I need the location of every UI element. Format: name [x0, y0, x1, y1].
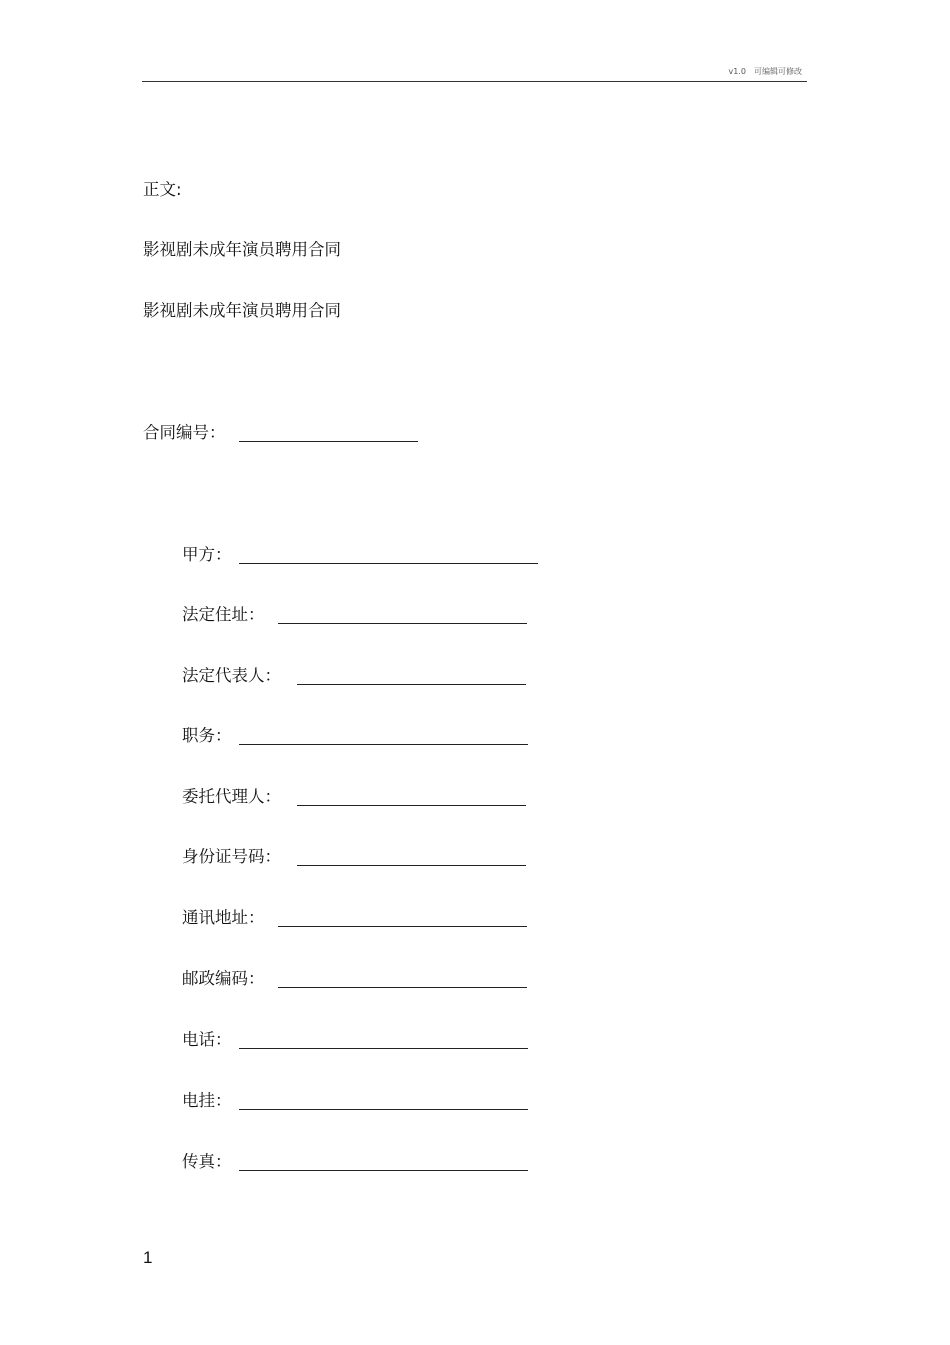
cable-blank[interactable]: [239, 1109, 528, 1110]
party-a-blank[interactable]: [239, 563, 538, 564]
document-title-repeat: 影视剧未成年演员聘用合同: [143, 301, 341, 320]
authorized-agent-label: 委托代理人：: [182, 787, 281, 806]
telephone-blank[interactable]: [239, 1048, 528, 1049]
telephone-label: 电话：: [182, 1030, 232, 1049]
id-number-blank[interactable]: [297, 865, 526, 866]
mailing-address-blank[interactable]: [278, 926, 527, 927]
contract-number-blank[interactable]: [239, 441, 418, 442]
header-version-note: v1.0 可编辑可修改: [728, 67, 802, 76]
legal-address-blank[interactable]: [278, 623, 527, 624]
position-blank[interactable]: [239, 744, 528, 745]
postal-code-blank[interactable]: [278, 987, 527, 988]
cable-label: 电挂：: [182, 1091, 232, 1110]
legal-address-label: 法定住址：: [182, 605, 265, 624]
postal-code-label: 邮政编码：: [182, 969, 265, 988]
header-rule: [142, 81, 807, 82]
fax-label: 传真：: [182, 1152, 232, 1171]
party-a-label: 甲方：: [182, 545, 232, 564]
fax-blank[interactable]: [239, 1170, 528, 1171]
id-number-label: 身份证号码：: [182, 847, 281, 866]
authorized-agent-blank[interactable]: [297, 805, 526, 806]
document-title: 影视剧未成年演员聘用合同: [143, 240, 341, 259]
mailing-address-label: 通讯地址：: [182, 908, 265, 927]
intro-label: 正文:: [143, 180, 182, 199]
page-number: 1: [143, 1248, 153, 1267]
position-label: 职务：: [182, 726, 232, 745]
legal-representative-label: 法定代表人：: [182, 666, 281, 685]
legal-representative-blank[interactable]: [297, 684, 526, 685]
contract-number-label: 合同编号：: [143, 423, 226, 442]
